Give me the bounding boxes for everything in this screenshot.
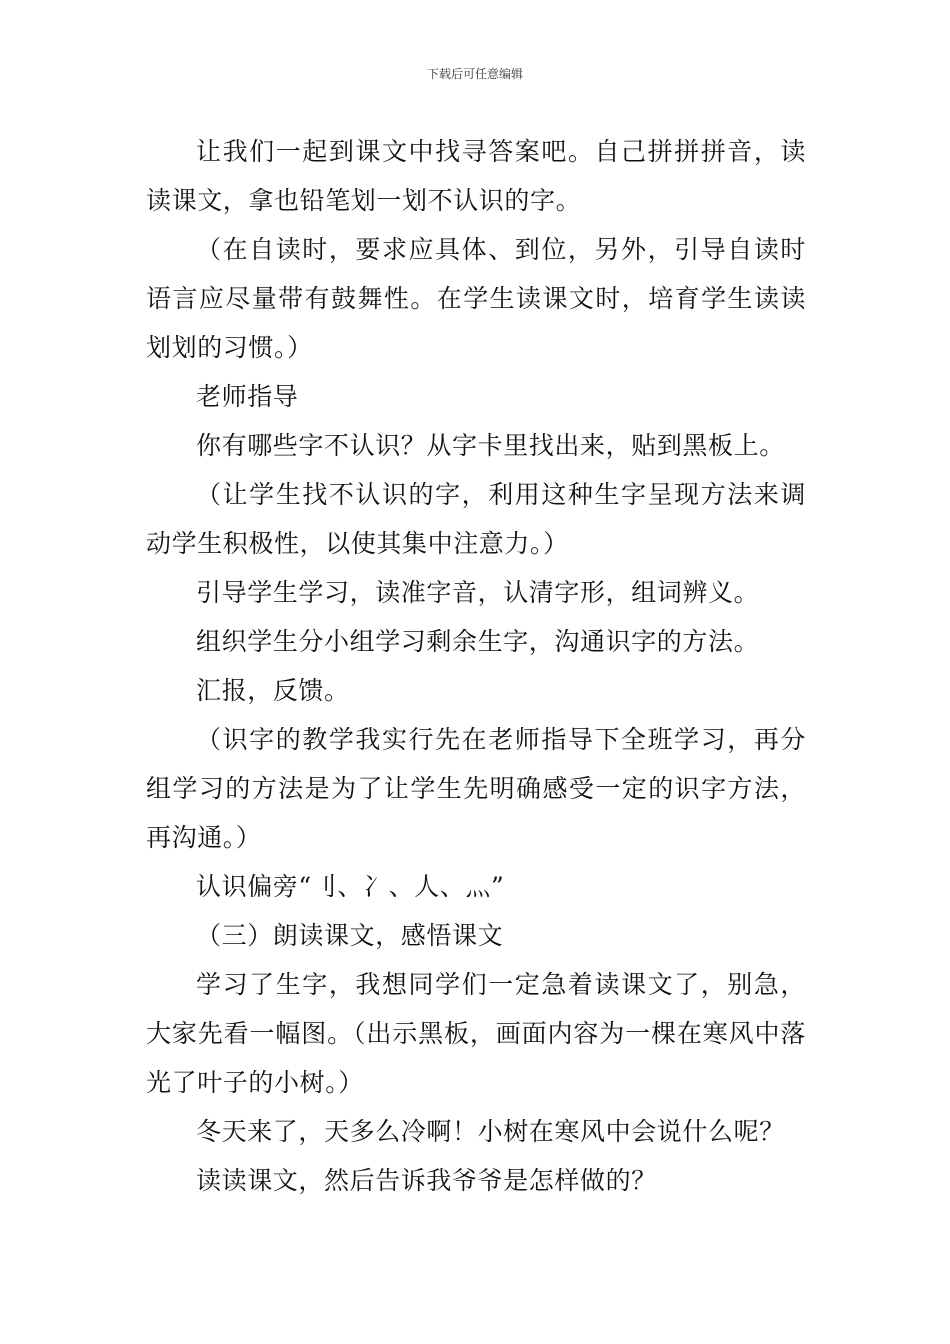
section-heading: （三）朗读课文，感悟课文 [196,921,504,950]
paragraph: 组织学生分小组学习剩余生字，沟通识字的方法。 [196,627,760,656]
paragraph: 认识偏旁“刂、冫、人、灬” [196,872,505,901]
paragraph: （在自读时，要求应具体、到位，另外，引导自读时语言应尽量带有鼓舞性。在学生读课文时，培育学生读读划划的习惯。） [146,235,806,362]
page-header: 下载后可任意编辑 [426,67,523,81]
document-body [146,127,806,1205]
paragraph: （让学生找不认识的字，利用这种生字呈现方法来调动学生积极性，以使其集中注意力。） [146,480,806,558]
paragraph: 你有哪些字不认识？从字卡里找出来，贴到黑板上。 [196,431,785,460]
paragraph: 汇报，反馈。 [196,676,350,705]
paragraph: 读读课文，然后告诉我爷爷是怎样做的？ [196,1166,657,1195]
paragraph: 冬天来了，天多么冷啊！小树在寒风中会说什么呢？ [196,1117,785,1146]
paragraph: （识字的教学我实行先在老师指导下全班学习，再分组学习的方法是为了让学生先明确感受一定的识字方法，再沟通。） [146,725,806,852]
paragraph: 老师指导 [196,382,299,411]
paragraph: 让我们一起到课文中找寻答案吧。自己拼拼拼音，读读课文，拿也铅笔划一划不认识的字。 [146,137,806,215]
paragraph: 引导学生学习，读准字音，认清字形，组词辨义。 [196,578,760,607]
paragraph: 学习了生字，我想同学们一定急着读课文了，别急，大家先看一幅图。（出示黑板，画面内容为一棵在寒风中落光了叶子的小树。） [146,970,806,1097]
